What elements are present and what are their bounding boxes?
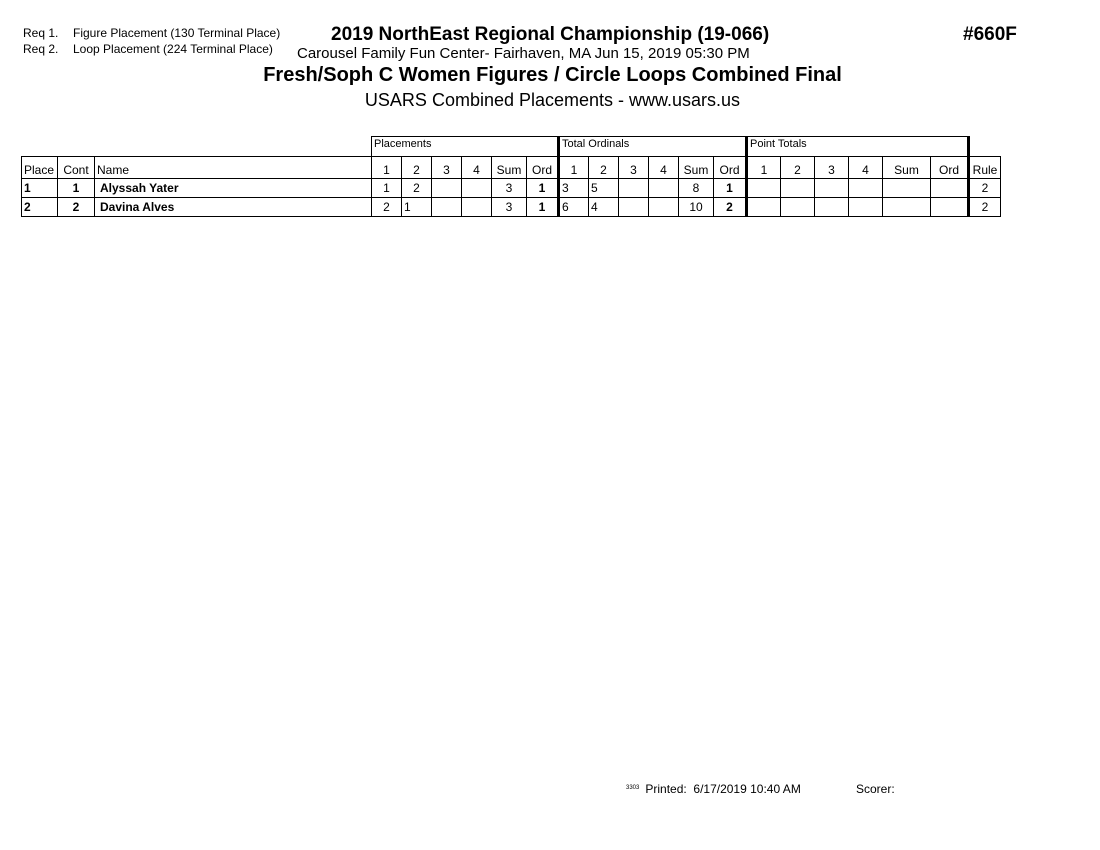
placement-ord-cell: 1 — [527, 179, 559, 198]
group-point-totals: Point Totals — [747, 137, 969, 157]
table-row — [22, 198, 1001, 217]
page-subtitle: USARS Combined Placements - www.usars.us — [364, 90, 741, 110]
scorer-label: Scorer: — [856, 782, 895, 796]
column-header: 3 — [815, 157, 849, 179]
column-header: Ord — [714, 157, 747, 179]
column-header: Rule — [969, 157, 1001, 179]
point-ord-cell — [931, 198, 969, 217]
point-cell — [849, 179, 883, 198]
column-header: Ord — [527, 157, 559, 179]
printed-label: Printed: — [645, 782, 687, 796]
point-sum-cell — [883, 179, 931, 198]
requirement-1-label: Req 1. — [23, 26, 59, 40]
column-header: 3 — [432, 157, 462, 179]
requirement-1-text: Figure Placement (130 Terminal Place) — [73, 26, 281, 40]
ordinal-ord-cell: 2 — [714, 198, 747, 217]
page-title: Fresh/Soph C Women Figures / Circle Loops Combined Final — [263, 64, 842, 86]
cont-cell: 1 — [58, 179, 95, 198]
rule-cell: 2 — [969, 198, 1001, 217]
column-header: 3 — [619, 157, 649, 179]
group-header-row — [22, 137, 1001, 157]
ordinal-cell: 4 — [589, 198, 619, 217]
event-title: 2019 NorthEast Regional Championship (19-066) — [331, 24, 770, 45]
column-header: 4 — [462, 157, 492, 179]
point-cell — [747, 198, 781, 217]
ordinal-cell — [619, 198, 649, 217]
rule-cell: 2 — [969, 179, 1001, 198]
name-cell: Alyssah Yater — [95, 179, 372, 198]
column-header: Sum — [492, 157, 527, 179]
requirement-2-label: Req 2. — [23, 42, 59, 56]
printed-value: 6/17/2019 10:40 AM — [693, 782, 801, 796]
placement-cell — [432, 198, 462, 217]
placement-cell: 2 — [372, 198, 402, 217]
placement-sum-cell: 3 — [492, 198, 527, 217]
column-header-row — [22, 157, 1001, 179]
report-code: 3303 — [626, 785, 640, 791]
ordinal-cell: 6 — [559, 198, 589, 217]
ordinal-cell — [649, 179, 679, 198]
column-header: 1 — [559, 157, 589, 179]
column-header: 2 — [589, 157, 619, 179]
requirement-1 — [23, 26, 280, 40]
column-header: 4 — [849, 157, 883, 179]
ordinal-cell: 5 — [589, 179, 619, 198]
venue-line: Carousel Family Fun Center- Fairhaven, MA Jun 15, 2019 05:30 PM — [297, 45, 750, 62]
name-cell: Davina Alves — [95, 198, 372, 217]
printed-info — [626, 782, 801, 796]
requirement-2 — [23, 42, 273, 56]
column-header: Ord — [931, 157, 969, 179]
ordinal-sum-cell: 8 — [679, 179, 714, 198]
column-header: 1 — [372, 157, 402, 179]
placement-sum-cell: 3 — [492, 179, 527, 198]
point-cell — [747, 179, 781, 198]
group-placements: Placements — [372, 137, 559, 157]
column-header: 2 — [781, 157, 815, 179]
column-header: 4 — [649, 157, 679, 179]
column-header: 2 — [402, 157, 432, 179]
place-cell: 2 — [22, 198, 58, 217]
placement-cell: 1 — [372, 179, 402, 198]
cont-cell: 2 — [58, 198, 95, 217]
column-header: Cont — [58, 157, 95, 179]
ordinal-cell: 3 — [559, 179, 589, 198]
placement-cell — [462, 179, 492, 198]
table-row — [22, 179, 1001, 198]
point-cell — [781, 198, 815, 217]
placement-cell — [462, 198, 492, 217]
point-cell — [815, 179, 849, 198]
placement-cell: 2 — [402, 179, 432, 198]
ordinal-sum-cell: 10 — [679, 198, 714, 217]
results-table — [21, 136, 1001, 217]
ordinal-ord-cell: 1 — [714, 179, 747, 198]
point-cell — [815, 198, 849, 217]
placement-cell: 1 — [402, 198, 432, 217]
column-header: Sum — [883, 157, 931, 179]
ordinal-cell — [619, 179, 649, 198]
column-header: Place — [22, 157, 58, 179]
point-ord-cell — [931, 179, 969, 198]
placement-cell — [432, 179, 462, 198]
column-header: Sum — [679, 157, 714, 179]
place-cell: 1 — [22, 179, 58, 198]
group-total-ordinals: Total Ordinals — [559, 137, 747, 157]
point-sum-cell — [883, 198, 931, 217]
point-cell — [849, 198, 883, 217]
ordinal-cell — [649, 198, 679, 217]
requirement-2-text: Loop Placement (224 Terminal Place) — [73, 42, 273, 56]
column-header: Name — [95, 157, 372, 179]
column-header: 1 — [747, 157, 781, 179]
point-cell — [781, 179, 815, 198]
event-number: #660F — [963, 24, 1017, 45]
placement-ord-cell: 1 — [527, 198, 559, 217]
